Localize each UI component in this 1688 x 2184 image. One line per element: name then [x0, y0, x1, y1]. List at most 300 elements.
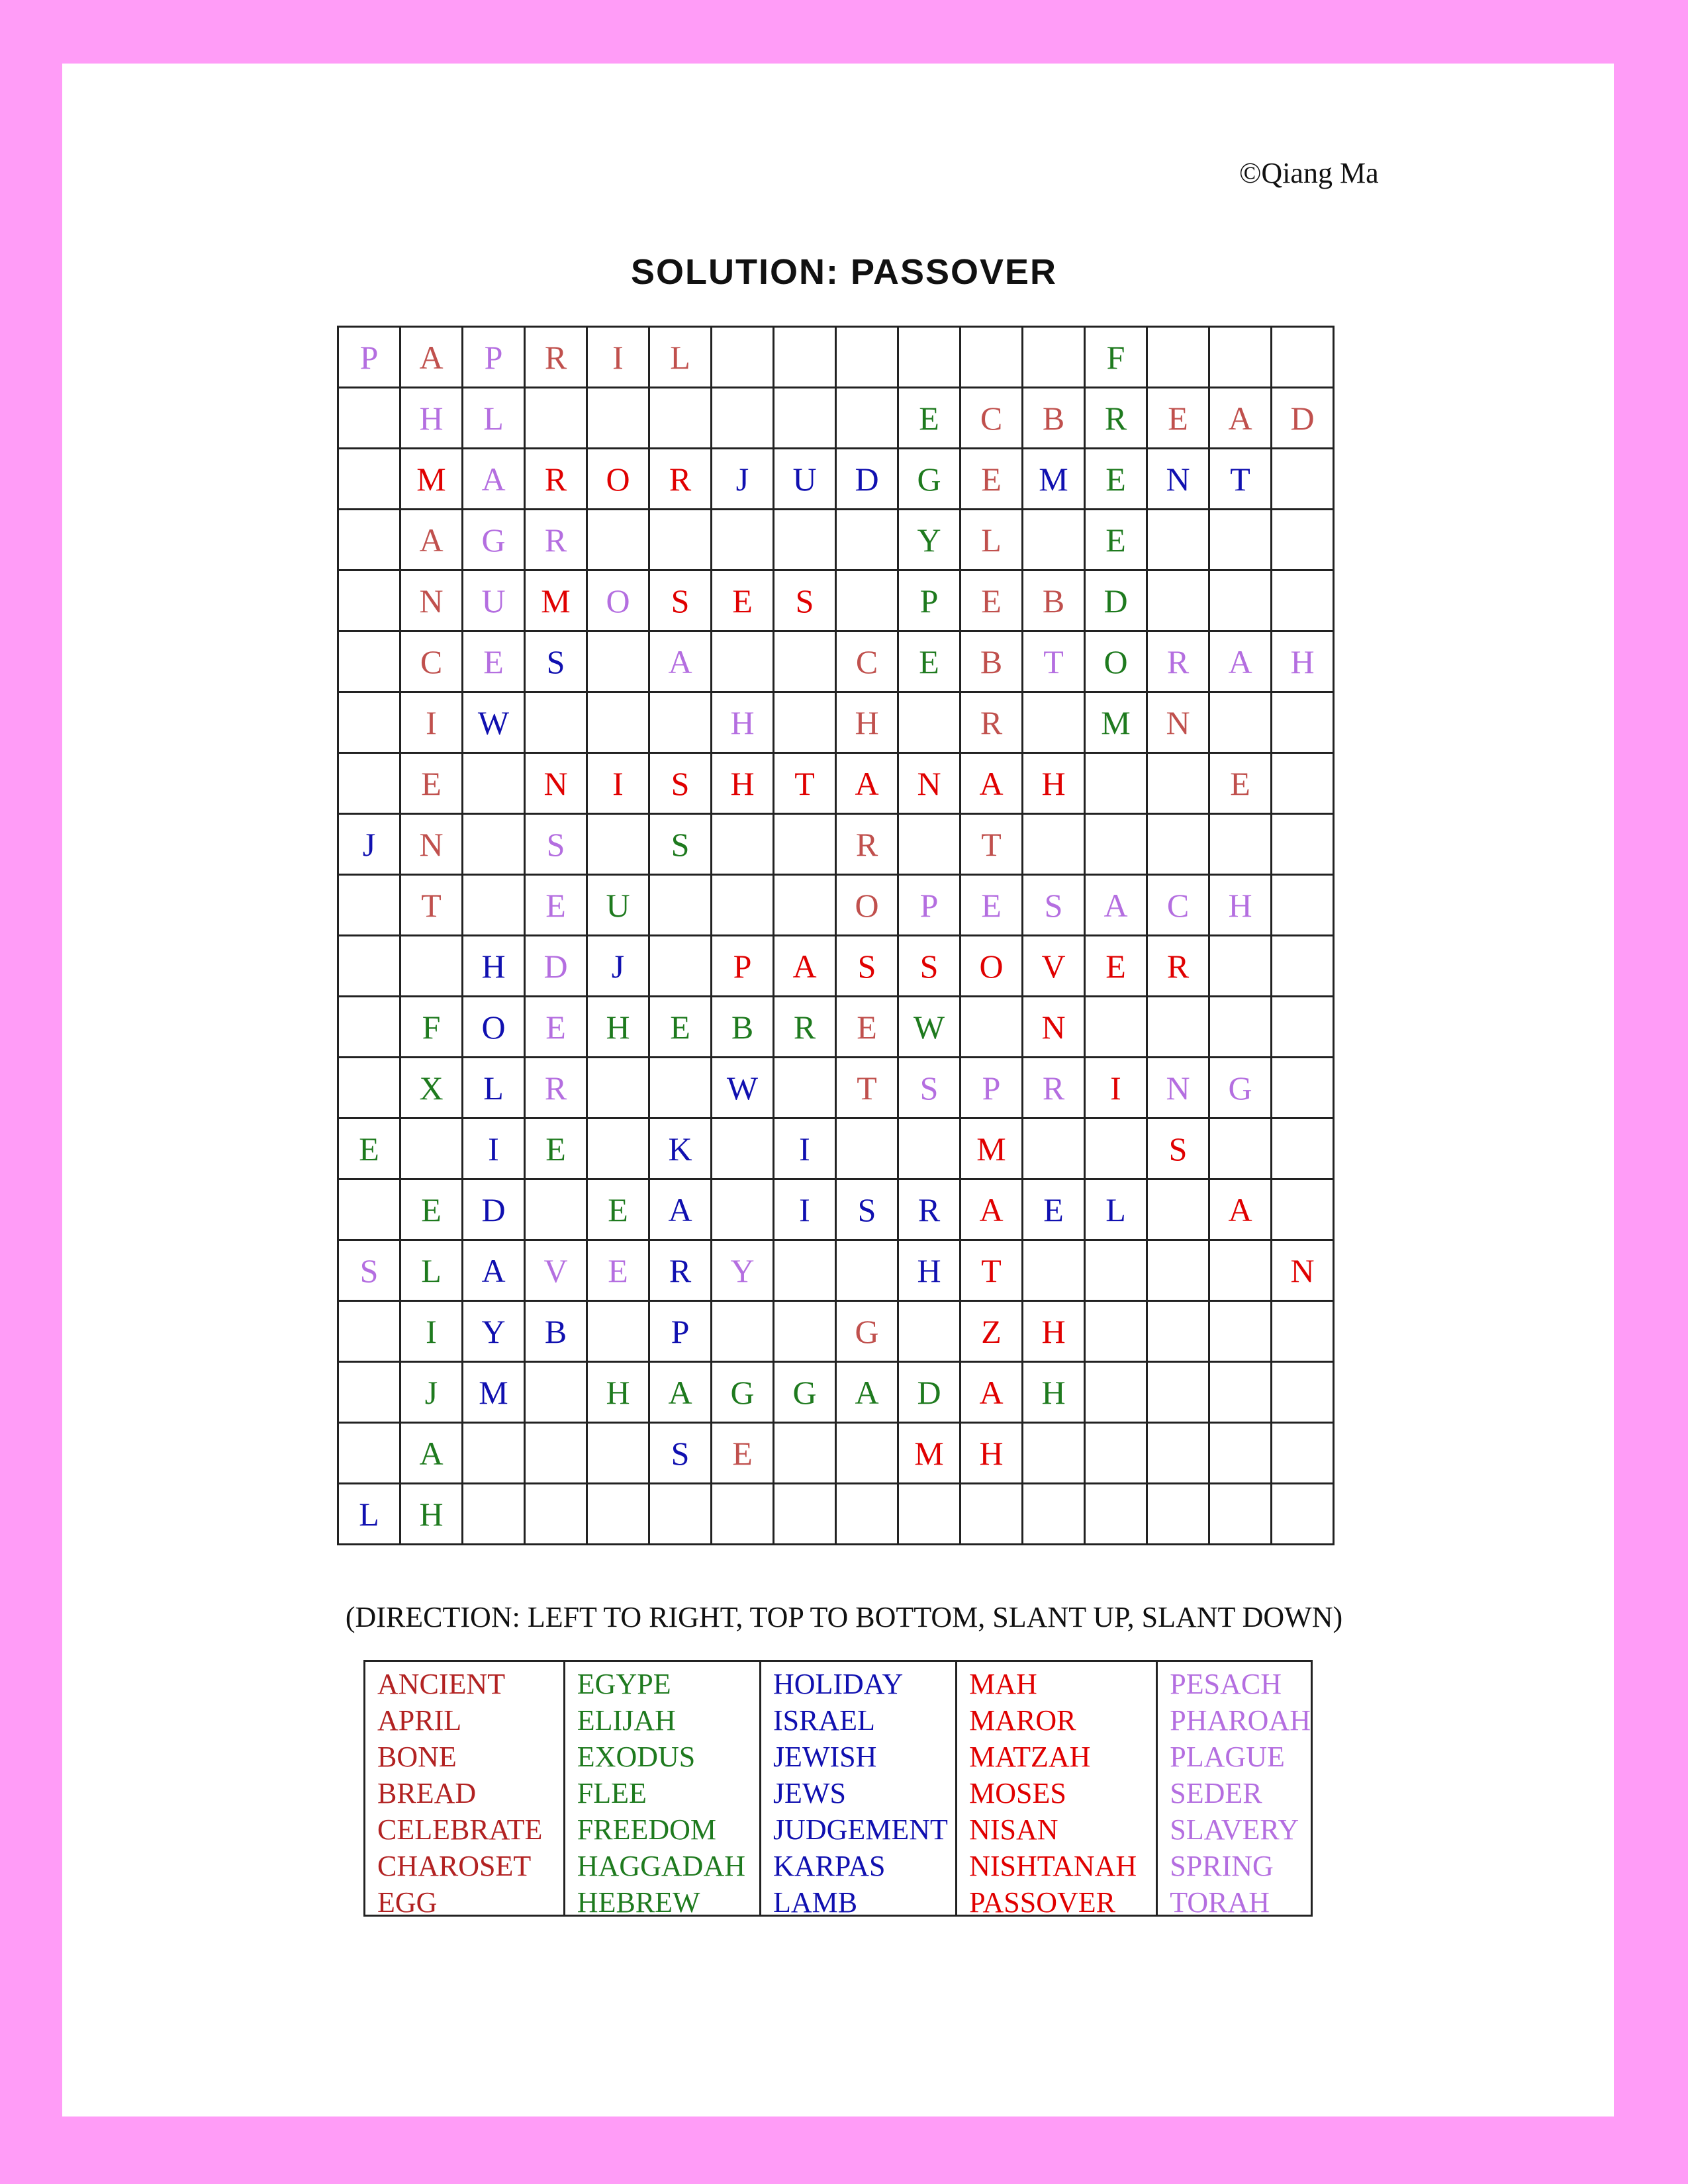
- grid-cell: [1272, 570, 1334, 631]
- grid-cell: S: [1023, 875, 1085, 936]
- grid-cell: [1272, 327, 1334, 388]
- grid-cell: [1209, 1484, 1272, 1545]
- grid-cell: C: [1147, 875, 1209, 936]
- grid-cell: O: [587, 570, 649, 631]
- grid-cell: A: [1209, 631, 1272, 692]
- grid-cell: [774, 692, 836, 753]
- grid-cell: [649, 510, 712, 570]
- grid-cell: P: [338, 327, 400, 388]
- grid-cell: E: [525, 997, 587, 1058]
- grid-cell: H: [1272, 631, 1334, 692]
- grid-cell: [712, 631, 774, 692]
- word-list-item: JUDGEMENT: [773, 1813, 948, 1846]
- grid-cell: E: [961, 875, 1023, 936]
- grid-cell: [587, 1301, 649, 1362]
- grid-row: [338, 875, 1334, 936]
- grid-cell: [1085, 1301, 1147, 1362]
- grid-cell: [525, 692, 587, 753]
- grid-row: [338, 1484, 1334, 1545]
- copyright-text: ©Qiang Ma: [1239, 157, 1379, 189]
- grid-cell: [712, 875, 774, 936]
- grid-cell: [836, 388, 898, 449]
- grid-cell: E: [1085, 449, 1147, 510]
- word-list-item: ELIJAH: [577, 1704, 676, 1737]
- grid-cell: [712, 388, 774, 449]
- grid-cell: Y: [898, 510, 961, 570]
- grid-cell: [1023, 692, 1085, 753]
- grid-cell: [587, 1484, 649, 1545]
- grid-row: [338, 1423, 1334, 1484]
- grid-cell: [400, 1118, 463, 1179]
- grid-cell: E: [961, 449, 1023, 510]
- grid-cell: U: [774, 449, 836, 510]
- grid-cell: A: [649, 631, 712, 692]
- grid-cell: K: [649, 1118, 712, 1179]
- grid-cell: H: [400, 388, 463, 449]
- grid-cell: R: [649, 1240, 712, 1301]
- grid-cell: [338, 997, 400, 1058]
- grid-cell: W: [463, 692, 525, 753]
- grid-cell: [1023, 1118, 1085, 1179]
- grid-cell: [898, 1118, 961, 1179]
- grid-cell: S: [649, 814, 712, 875]
- grid-cell: [961, 997, 1023, 1058]
- grid-cell: [1023, 1484, 1085, 1545]
- word-list-item: HOLIDAY: [773, 1668, 904, 1700]
- grid-cell: A: [463, 1240, 525, 1301]
- grid-cell: [1085, 1362, 1147, 1423]
- grid-cell: O: [1085, 631, 1147, 692]
- grid-cell: [649, 1058, 712, 1118]
- grid-cell: [712, 1118, 774, 1179]
- grid-cell: A: [649, 1362, 712, 1423]
- grid-cell: H: [463, 936, 525, 997]
- grid-cell: H: [1209, 875, 1272, 936]
- grid-row: [338, 327, 1334, 388]
- grid-row: [338, 1058, 1334, 1118]
- word-list-item: LAMB: [773, 1886, 858, 1919]
- grid-cell: P: [649, 1301, 712, 1362]
- grid-cell: B: [1023, 388, 1085, 449]
- grid-cell: A: [400, 327, 463, 388]
- grid-cell: [898, 1484, 961, 1545]
- grid-cell: N: [525, 753, 587, 814]
- grid-cell: E: [525, 875, 587, 936]
- grid-row: [338, 1240, 1334, 1301]
- grid-cell: N: [1147, 1058, 1209, 1118]
- word-list-item: EGYPE: [577, 1668, 671, 1700]
- grid-cell: W: [712, 1058, 774, 1118]
- grid-cell: A: [961, 753, 1023, 814]
- grid-cell: S: [836, 1179, 898, 1240]
- grid-cell: [525, 1179, 587, 1240]
- grid-cell: [1147, 1240, 1209, 1301]
- grid-row: [338, 1362, 1334, 1423]
- grid-cell: [463, 753, 525, 814]
- grid-cell: [400, 936, 463, 997]
- grid-row: [338, 692, 1334, 753]
- grid-cell: C: [400, 631, 463, 692]
- word-list-item: APRIL: [377, 1704, 462, 1737]
- grid-cell: A: [961, 1179, 1023, 1240]
- grid-cell: [338, 936, 400, 997]
- grid-cell: I: [587, 327, 649, 388]
- grid-cell: N: [1023, 997, 1085, 1058]
- grid-cell: I: [400, 692, 463, 753]
- grid-cell: H: [961, 1423, 1023, 1484]
- grid-cell: L: [338, 1484, 400, 1545]
- grid-cell: A: [649, 1179, 712, 1240]
- grid-cell: G: [712, 1362, 774, 1423]
- grid-cell: [525, 388, 587, 449]
- grid-row: [338, 936, 1334, 997]
- grid-cell: [1085, 1484, 1147, 1545]
- grid-cell: M: [525, 570, 587, 631]
- grid-cell: S: [525, 631, 587, 692]
- grid-cell: S: [836, 936, 898, 997]
- grid-cell: [525, 1423, 587, 1484]
- word-list-item: CHAROSET: [377, 1850, 532, 1882]
- grid-cell: [774, 1058, 836, 1118]
- grid-cell: [1272, 997, 1334, 1058]
- grid-cell: H: [1023, 753, 1085, 814]
- grid-cell: A: [400, 1423, 463, 1484]
- grid-cell: [1272, 1362, 1334, 1423]
- grid-cell: R: [1085, 388, 1147, 449]
- grid-cell: [712, 814, 774, 875]
- word-list-item: FREEDOM: [577, 1813, 717, 1846]
- grid-cell: N: [400, 570, 463, 631]
- grid-cell: I: [774, 1179, 836, 1240]
- grid-cell: E: [836, 997, 898, 1058]
- word-list-item: MATZAH: [969, 1741, 1091, 1773]
- grid-cell: [1209, 814, 1272, 875]
- grid-cell: [1272, 1058, 1334, 1118]
- grid-cell: Y: [712, 1240, 774, 1301]
- grid-cell: [1209, 692, 1272, 753]
- grid-cell: [1147, 1484, 1209, 1545]
- grid-cell: [774, 388, 836, 449]
- grid-cell: [836, 327, 898, 388]
- grid-cell: [712, 1484, 774, 1545]
- grid-cell: [898, 692, 961, 753]
- grid-cell: H: [400, 1484, 463, 1545]
- grid-cell: [1209, 1240, 1272, 1301]
- grid-cell: H: [712, 753, 774, 814]
- grid-cell: [1147, 1301, 1209, 1362]
- grid-cell: E: [1023, 1179, 1085, 1240]
- grid-cell: O: [836, 875, 898, 936]
- grid-cell: P: [463, 327, 525, 388]
- grid-cell: [1023, 814, 1085, 875]
- grid-cell: [338, 1179, 400, 1240]
- grid-row: [338, 753, 1334, 814]
- word-list-item: KARPAS: [773, 1850, 886, 1882]
- grid-cell: B: [1023, 570, 1085, 631]
- grid-cell: [1147, 753, 1209, 814]
- grid-cell: [1147, 327, 1209, 388]
- grid-cell: M: [961, 1118, 1023, 1179]
- grid-cell: S: [898, 1058, 961, 1118]
- word-list-item: EGG: [377, 1886, 438, 1919]
- grid-cell: [649, 875, 712, 936]
- grid-cell: E: [649, 997, 712, 1058]
- grid-cell: [1147, 814, 1209, 875]
- word-list-item: ANCIENT: [377, 1668, 506, 1700]
- grid-cell: W: [898, 997, 961, 1058]
- word-list-item: SEDER: [1170, 1777, 1262, 1809]
- word-list-item: PESACH: [1170, 1668, 1282, 1700]
- grid-cell: [338, 1362, 400, 1423]
- grid-cell: [1147, 997, 1209, 1058]
- grid-cell: L: [463, 388, 525, 449]
- grid-cell: [338, 1423, 400, 1484]
- grid-cell: [1272, 936, 1334, 997]
- grid-cell: N: [1147, 449, 1209, 510]
- grid-cell: [1272, 814, 1334, 875]
- grid-cell: U: [463, 570, 525, 631]
- grid-cell: [1085, 997, 1147, 1058]
- grid-cell: H: [1023, 1362, 1085, 1423]
- grid-cell: C: [961, 388, 1023, 449]
- grid-cell: [338, 510, 400, 570]
- grid-cell: S: [898, 936, 961, 997]
- grid-cell: T: [1209, 449, 1272, 510]
- grid-cell: E: [898, 388, 961, 449]
- word-list-item: PASSOVER: [969, 1886, 1116, 1919]
- grid-row: [338, 1301, 1334, 1362]
- grid-cell: E: [898, 631, 961, 692]
- grid-cell: E: [712, 570, 774, 631]
- page-title: SOLUTION: PASSOVER: [630, 252, 1058, 292]
- grid-cell: B: [961, 631, 1023, 692]
- grid-cell: R: [525, 510, 587, 570]
- grid-cell: [774, 631, 836, 692]
- grid-cell: P: [898, 875, 961, 936]
- grid-row: [338, 997, 1334, 1058]
- word-list-item: ISRAEL: [773, 1704, 875, 1737]
- grid-cell: A: [961, 1362, 1023, 1423]
- grid-cell: A: [774, 936, 836, 997]
- grid-cell: G: [463, 510, 525, 570]
- grid-cell: [836, 1240, 898, 1301]
- grid-cell: N: [1147, 692, 1209, 753]
- grid-cell: S: [649, 753, 712, 814]
- grid-cell: H: [898, 1240, 961, 1301]
- grid-cell: I: [463, 1118, 525, 1179]
- grid-cell: [1085, 1423, 1147, 1484]
- grid-cell: H: [587, 997, 649, 1058]
- grid-cell: U: [587, 875, 649, 936]
- grid-cell: E: [525, 1118, 587, 1179]
- grid-cell: A: [1209, 388, 1272, 449]
- grid-cell: D: [525, 936, 587, 997]
- grid-cell: T: [836, 1058, 898, 1118]
- grid-cell: E: [400, 753, 463, 814]
- word-list-item: MOSES: [969, 1777, 1066, 1809]
- grid-cell: [587, 814, 649, 875]
- grid-cell: A: [836, 753, 898, 814]
- grid-row: [338, 570, 1334, 631]
- grid-cell: R: [961, 692, 1023, 753]
- grid-cell: N: [898, 753, 961, 814]
- grid-cell: [898, 814, 961, 875]
- grid-cell: I: [774, 1118, 836, 1179]
- word-list-column: [761, 1662, 957, 1919]
- grid-cell: E: [400, 1179, 463, 1240]
- word-list-item: JEWISH: [773, 1741, 877, 1773]
- word-list-item: PLAGUE: [1170, 1741, 1285, 1773]
- word-list-item: BREAD: [377, 1777, 477, 1809]
- grid-cell: [774, 1423, 836, 1484]
- grid-row: [338, 449, 1334, 510]
- grid-cell: L: [649, 327, 712, 388]
- grid-cell: R: [774, 997, 836, 1058]
- grid-cell: [463, 1423, 525, 1484]
- grid-cell: E: [712, 1423, 774, 1484]
- grid-cell: M: [463, 1362, 525, 1423]
- grid-cell: A: [836, 1362, 898, 1423]
- grid-cell: A: [463, 449, 525, 510]
- grid-row: [338, 1118, 1334, 1179]
- word-list-column: [1158, 1662, 1311, 1919]
- grid-cell: L: [463, 1058, 525, 1118]
- grid-cell: [774, 1240, 836, 1301]
- grid-cell: [525, 1484, 587, 1545]
- grid-cell: A: [400, 510, 463, 570]
- grid-cell: [1272, 753, 1334, 814]
- grid-cell: [1085, 1118, 1147, 1179]
- grid-cell: [1272, 1301, 1334, 1362]
- grid-cell: P: [898, 570, 961, 631]
- grid-cell: G: [836, 1301, 898, 1362]
- grid-cell: R: [649, 449, 712, 510]
- grid-cell: [338, 631, 400, 692]
- grid-cell: [1209, 327, 1272, 388]
- grid-cell: A: [1085, 875, 1147, 936]
- grid-cell: L: [1085, 1179, 1147, 1240]
- grid-cell: [836, 1118, 898, 1179]
- grid-cell: E: [587, 1240, 649, 1301]
- grid-cell: [1147, 570, 1209, 631]
- grid-cell: [1272, 875, 1334, 936]
- word-list-item: TORAH: [1170, 1886, 1270, 1919]
- grid-cell: [463, 814, 525, 875]
- grid-cell: T: [961, 814, 1023, 875]
- grid-cell: [649, 1484, 712, 1545]
- grid-row: [338, 631, 1334, 692]
- grid-cell: E: [587, 1179, 649, 1240]
- grid-cell: S: [774, 570, 836, 631]
- grid-row: [338, 1179, 1334, 1240]
- grid-cell: S: [649, 570, 712, 631]
- grid-cell: R: [836, 814, 898, 875]
- grid-cell: [774, 1484, 836, 1545]
- grid-cell: H: [587, 1362, 649, 1423]
- grid-cell: [774, 510, 836, 570]
- word-search-grid: [337, 326, 1335, 1545]
- word-list-table: [363, 1660, 1313, 1917]
- grid-cell: T: [400, 875, 463, 936]
- grid-cell: [1209, 1301, 1272, 1362]
- grid-cell: [338, 1301, 400, 1362]
- grid-cell: [338, 388, 400, 449]
- grid-cell: [774, 814, 836, 875]
- grid-cell: R: [525, 449, 587, 510]
- grid-cell: C: [836, 631, 898, 692]
- grid-cell: [1272, 1423, 1334, 1484]
- grid-cell: [836, 510, 898, 570]
- grid-cell: E: [1209, 753, 1272, 814]
- grid-cell: [1209, 570, 1272, 631]
- word-list-item: NISHTANAH: [969, 1850, 1137, 1882]
- grid-row: [338, 388, 1334, 449]
- grid-cell: [774, 875, 836, 936]
- word-list-column: [957, 1662, 1158, 1919]
- grid-cell: [1272, 1118, 1334, 1179]
- grid-cell: [587, 631, 649, 692]
- direction-note: (DIRECTION: LEFT TO RIGHT, TOP TO BOTTOM, SLANT UP, SLANT DOWN): [345, 1601, 1343, 1633]
- grid-cell: Z: [961, 1301, 1023, 1362]
- grid-cell: M: [400, 449, 463, 510]
- grid-cell: P: [712, 936, 774, 997]
- grid-cell: [961, 327, 1023, 388]
- grid-cell: N: [1272, 1240, 1334, 1301]
- grid-cell: Y: [463, 1301, 525, 1362]
- grid-cell: [463, 875, 525, 936]
- grid-cell: G: [1209, 1058, 1272, 1118]
- grid-cell: [649, 936, 712, 997]
- grid-cell: I: [1085, 1058, 1147, 1118]
- word-list-item: MAH: [969, 1668, 1037, 1700]
- grid-cell: S: [1147, 1118, 1209, 1179]
- grid-cell: D: [898, 1362, 961, 1423]
- grid-cell: P: [961, 1058, 1023, 1118]
- grid-cell: O: [961, 936, 1023, 997]
- grid-cell: V: [1023, 936, 1085, 997]
- grid-cell: [463, 1484, 525, 1545]
- grid-cell: F: [1085, 327, 1147, 388]
- word-list-item: SLAVERY: [1170, 1813, 1299, 1846]
- grid-cell: T: [961, 1240, 1023, 1301]
- grid-cell: H: [1023, 1301, 1085, 1362]
- grid-cell: L: [400, 1240, 463, 1301]
- grid-cell: G: [898, 449, 961, 510]
- grid-cell: [587, 692, 649, 753]
- grid-cell: [712, 327, 774, 388]
- word-list-item: PHAROAH: [1170, 1704, 1311, 1737]
- grid-cell: [587, 1423, 649, 1484]
- grid-cell: S: [649, 1423, 712, 1484]
- grid-cell: [1147, 1423, 1209, 1484]
- word-list-item: CELEBRATE: [377, 1813, 543, 1846]
- grid-cell: T: [1023, 631, 1085, 692]
- grid-cell: L: [961, 510, 1023, 570]
- grid-cell: [1085, 753, 1147, 814]
- grid-cell: E: [338, 1118, 400, 1179]
- grid-cell: I: [587, 753, 649, 814]
- grid-cell: E: [463, 631, 525, 692]
- word-list-item: NISAN: [969, 1813, 1058, 1846]
- grid-cell: [1209, 1362, 1272, 1423]
- grid-cell: M: [1085, 692, 1147, 753]
- grid-cell: N: [400, 814, 463, 875]
- grid-cell: [587, 1118, 649, 1179]
- grid-cell: [712, 510, 774, 570]
- grid-cell: [1209, 936, 1272, 997]
- grid-cell: D: [836, 449, 898, 510]
- grid-cell: [1272, 449, 1334, 510]
